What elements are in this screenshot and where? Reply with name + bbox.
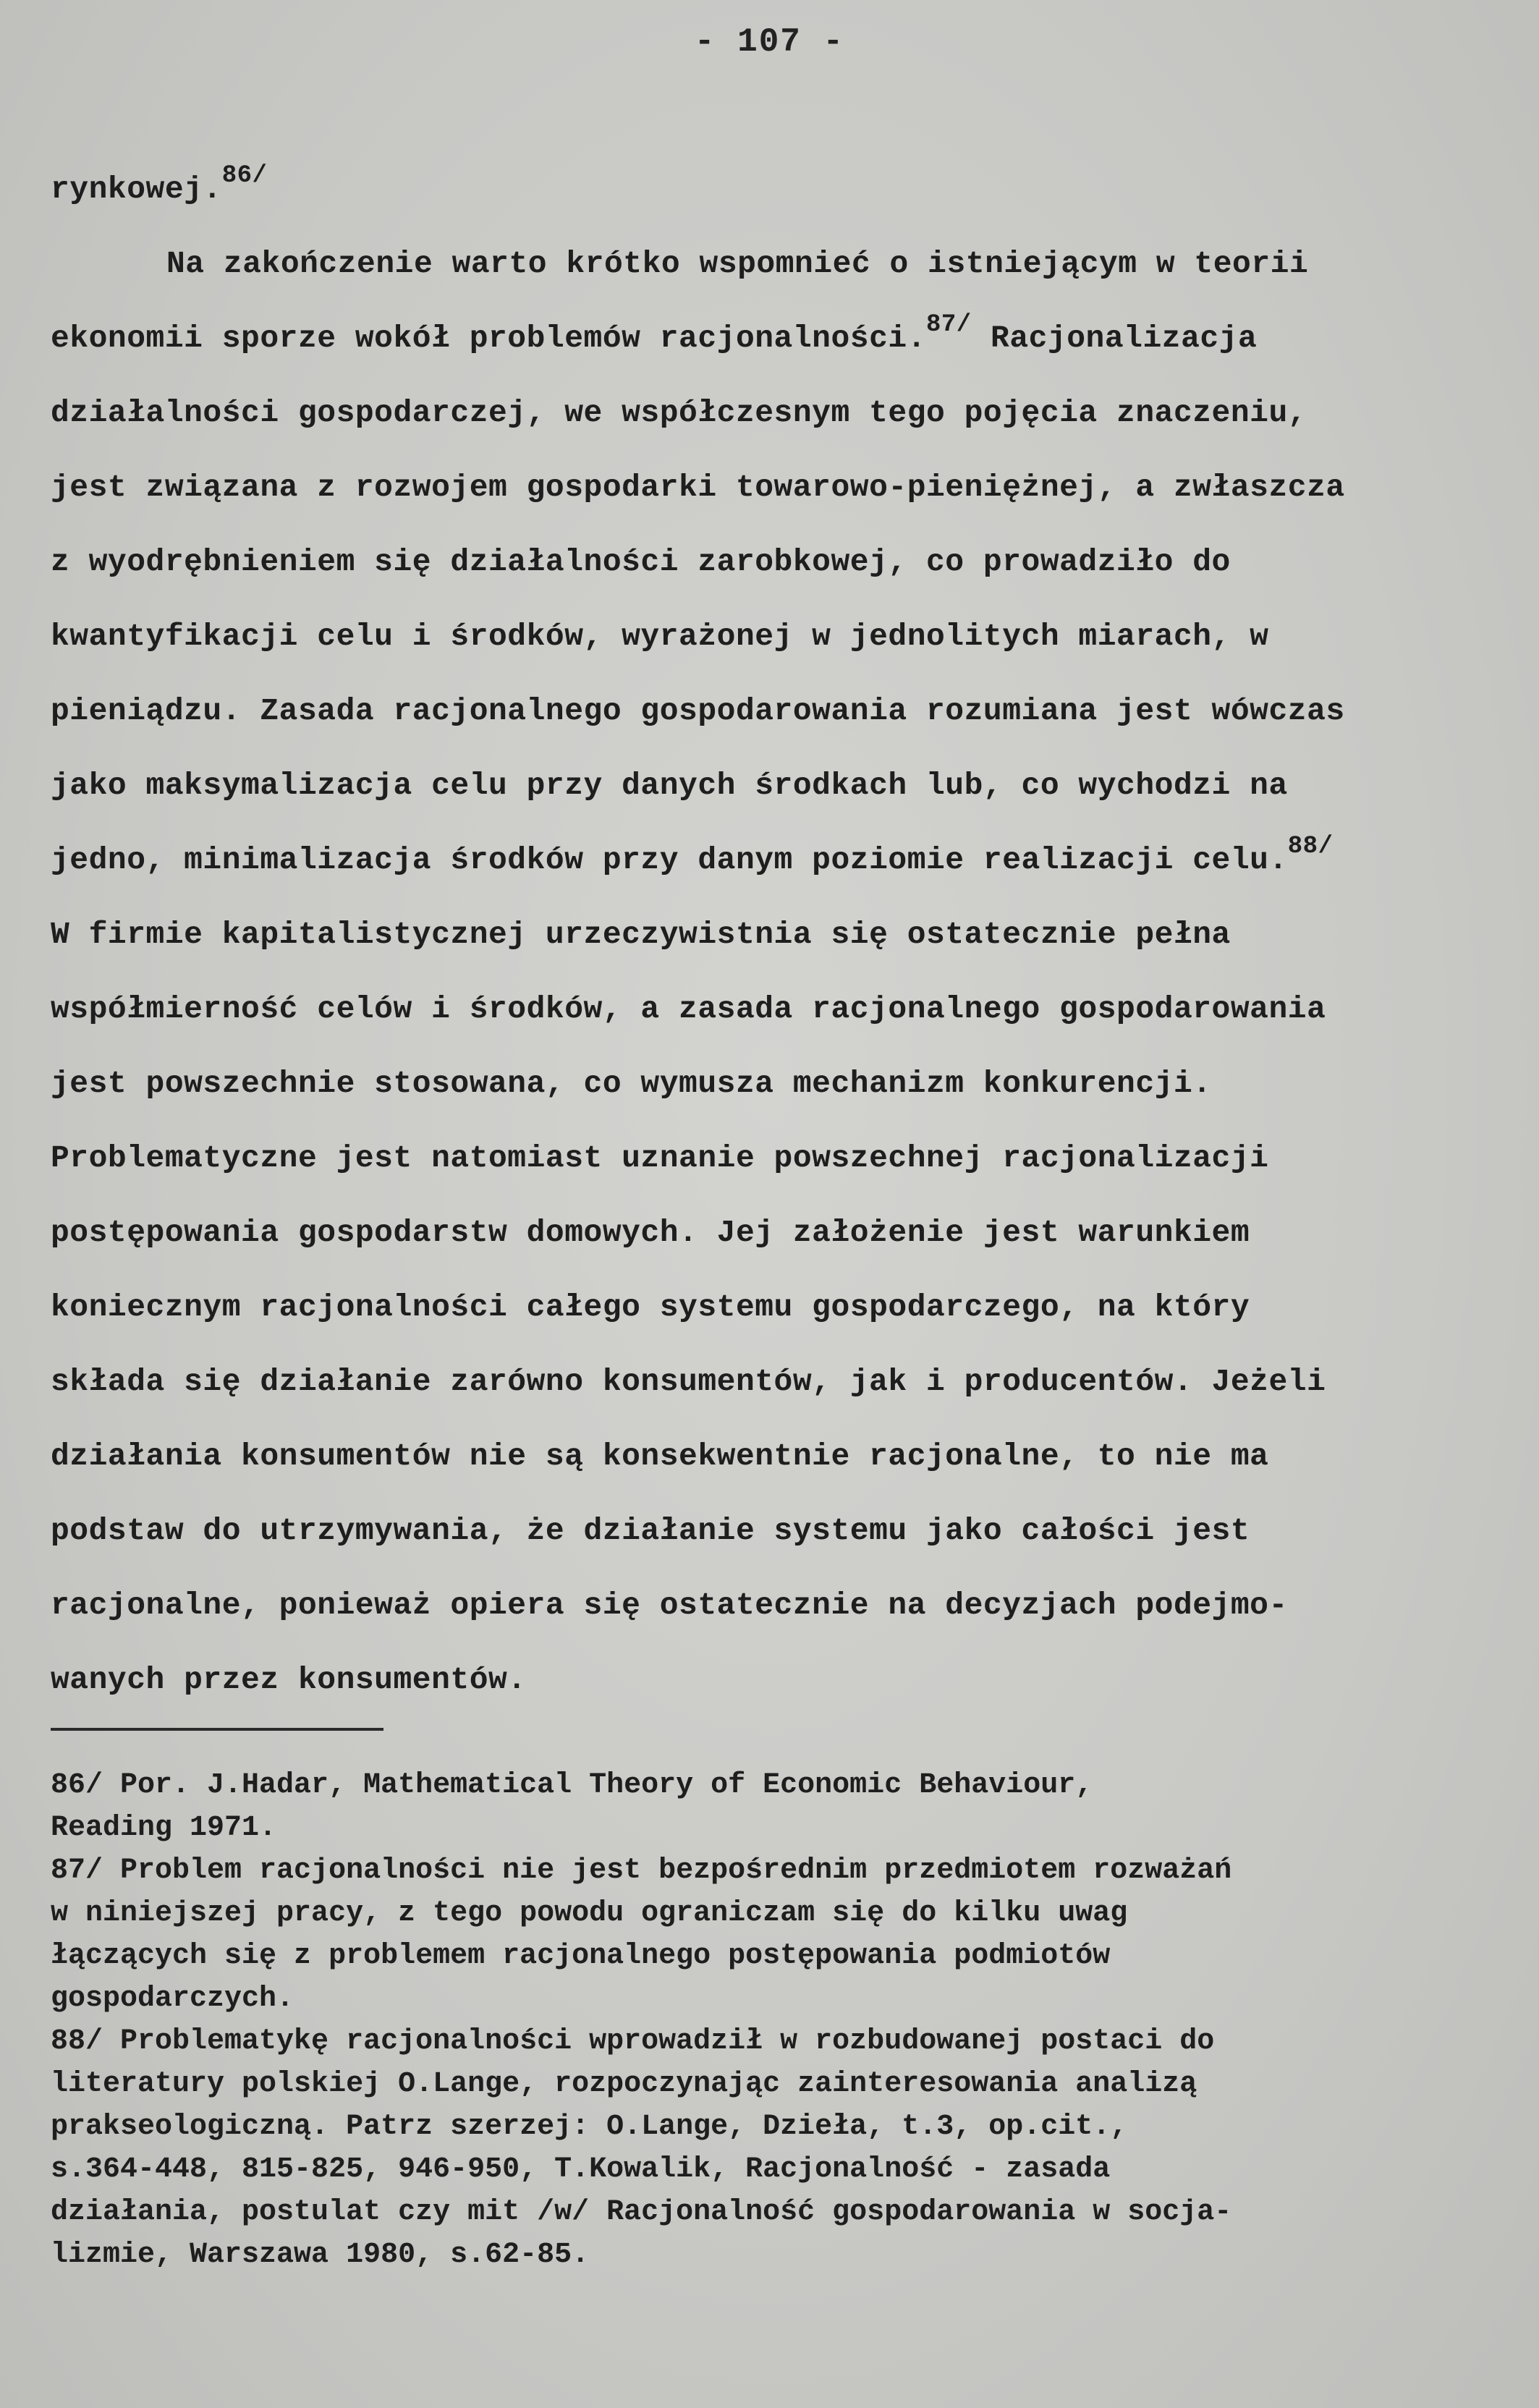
footnote-ref-88: 88/	[1287, 833, 1334, 860]
text-line: podstaw do utrzymywania, że działanie systemu jako całości jest	[51, 1513, 1250, 1548]
footnote-86-line: Reading 1971.	[51, 1812, 277, 1844]
text-line	[51, 823, 1519, 897]
footnote-separator	[51, 1728, 383, 1731]
text-line: współmierność celów i środków, a zasada racjonalnego gospodarowania	[51, 991, 1326, 1027]
text-line: Problematyczne jest natomiast uznanie powszechnej racjonalizacji	[51, 1140, 1269, 1176]
text-line: racjonalne, ponieważ opiera się ostatecznie na decyzjach podejmo-	[51, 1587, 1288, 1623]
text-line: postępowania gospodarstw domowych. Jej założenie jest warunkiem	[51, 1215, 1250, 1250]
text-line: wanych przez konsumentów.	[51, 1662, 527, 1697]
footnote-87-line: 87/ Problem racjonalności nie jest bezpośrednim przedmiotem rozważań	[51, 1854, 1232, 1887]
footnote-88-line: literatury polskiej O.Lange, rozpoczynając zainteresowania analizą	[51, 2068, 1197, 2100]
footnote-86-line: 86/ Por. J.Hadar, Mathematical Theory of Economic Behaviour,	[51, 1769, 1093, 1802]
footnote-88-line: 88/ Problematykę racjonalności wprowadził w rozbudowanej postaci do	[51, 2025, 1215, 2058]
text-line: składa się działanie zarówno konsumentów, jak i producentów. Jeżeli	[51, 1364, 1326, 1399]
footnote-ref-87: 87/	[926, 311, 972, 339]
footnote-ref-86: 86/	[221, 162, 268, 190]
text-segment: ekonomii sporze wokół problemów racjonalności.	[51, 321, 926, 356]
text-line: kwantyfikacji celu i środków, wyrażonej w jednolitych miarach, w	[51, 619, 1269, 654]
text-segment: jedno, minimalizacja środków przy danym poziomie realizacji celu.	[51, 842, 1288, 878]
text-line: jest powszechnie stosowana, co wymusza mechanizm konkurencji.	[51, 1066, 1212, 1101]
text-line: Na zakończenie warto krótko wspomnieć o istniejącym w teorii	[166, 246, 1309, 281]
text-line: jest związana z rozwojem gospodarki towarowo-pieniężnej, a zwłaszcza	[51, 470, 1345, 505]
footnotes	[51, 1764, 1527, 2276]
footnote-88-line: lizmie, Warszawa 1980, s.62-85.	[51, 2239, 590, 2271]
text-line	[51, 152, 1519, 226]
text-line: z wyodrębnieniem się działalności zarobkowej, co prowadziło do	[51, 544, 1231, 580]
footnote-87-line: łączących się z problemem racjonalnego postępowania podmiotów	[51, 1940, 1111, 1972]
text-line: koniecznym racjonalności całego systemu gospodarczego, na który	[51, 1289, 1250, 1325]
footnote-88-line: działania, postulat czy mit /w/ Racjonalność gospodarowania w socja-	[51, 2196, 1232, 2229]
text-segment: Racjonalizacja	[971, 321, 1258, 356]
footnote-87-line: w niniejszej pracy, z tego powodu ograniczam się do kilku uwag	[51, 1897, 1128, 1930]
text-line: pieniądzu. Zasada racjonalnego gospodarowania rozumiana jest wówczas	[51, 693, 1345, 729]
page-number: - 107 -	[694, 23, 845, 61]
footnote-88-line: s.364-448, 815-825, 946-950, T.Kowalik, Racjonalność - zasada	[51, 2153, 1111, 2186]
text-segment: rynkowej.	[51, 171, 222, 207]
text-line: W firmie kapitalistycznej urzeczywistnia się ostatecznie pełna	[51, 917, 1231, 952]
main-text	[51, 152, 1519, 1717]
text-line: działalności gospodarczej, we współczesnym tego pojęcia znaczeniu,	[51, 395, 1307, 431]
footnote-88-line: prakseologiczną. Patrz szerzej: O.Lange, Dzieła, t.3, op.cit.,	[51, 2111, 1128, 2143]
text-line: działania konsumentów nie są konsekwentnie racjonalne, to nie ma	[51, 1438, 1269, 1474]
text-line	[51, 301, 1519, 376]
footnote-87-line: gospodarczych.	[51, 1983, 294, 2015]
text-line: jako maksymalizacja celu przy danych środkach lub, co wychodzi na	[51, 768, 1288, 803]
